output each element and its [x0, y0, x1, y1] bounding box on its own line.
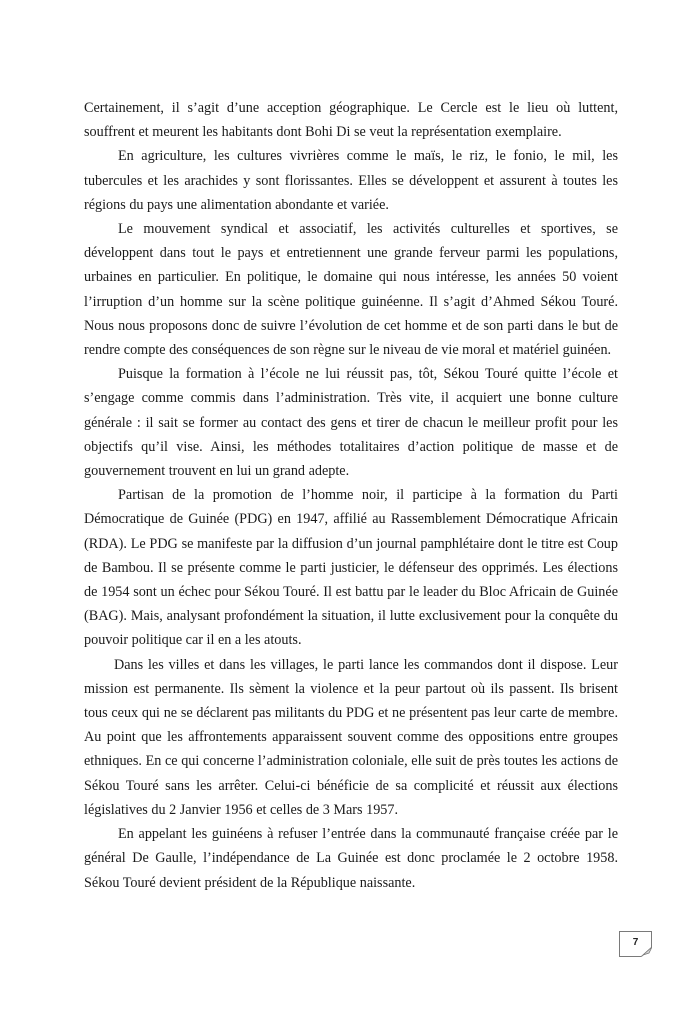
page-number-box: [619, 931, 652, 957]
document-body: [84, 96, 618, 895]
page-number: 7: [632, 937, 639, 948]
page-curl-icon: [640, 947, 652, 957]
paragraph-cercle: Certainement, il s’agit d’une acception géographique. Le Cercle est le lieu où luttent, souffrent et meurent les habitants dont Bohi Di se veut la représentation exemplaire.: [84, 100, 618, 141]
paragraph-agriculture: En agriculture, les cultures vivrières comme le maïs, le riz, le fonio, le mil, les tubercules et les arachides y sont florissantes. Elles se développent et assurent à toutes les régions du pays une alimentation abondante et variée.: [84, 148, 618, 213]
paragraph-pdg: Partisan de la promotion de l’homme noir, il participe à la formation du Parti Démocratique de Guinée (PDG) en 1947, affilié au Rassemblement Démocratique Africain (RDA). Le PDG se manifeste par la diffusion d’un journal pamphlétaire dont le titre est Coup de Bambou. Il se présente comme le parti justicier, le défenseur des opprimés. Les élections de 1954 sont un échec pour Sékou Touré. Il est battu par le leader du Bloc Africain de Guinée (BAG). Mais, analysant profondément la situation, il lutte exclusivement pour la conquête du pouvoir politique car il en a les atouts.: [84, 487, 618, 649]
paragraph-formation-ecole: Puisque la formation à l’école ne lui réussit pas, tôt, Sékou Touré quitte l’école et s’engage comme commis dans l’administration. Très vite, il acquiert une bonne culture générale : il sait se former au contact des gens et tirer de chacun le meilleur profit pour les objectifs qu’il vise. Ainsi, les méthodes totalitaires d’action politique de masse et de gouvernement trouvent en lui un grand adepte.: [84, 366, 618, 480]
paragraph-commandos: Dans les villes et dans les villages, le parti lance les commandos dont il dispose. Leur mission est permanente. Ils sèment la violence et la peur partout où ils passent. Ils brisent tous ceux qui ne se déclarent pas militants du PDG et ne présentent pas leur carte de membre. Au point que les affrontements apparaissent souvent comme des oppositions entre groupes ethniques. En ce qui concerne l’administration coloniale, elle suit de près toutes les actions de Sékou Touré sans les arrêter. Celui-ci bénéficie de sa complicité et réussit aux élections législatives du 2 Janvier 1956 et celles de 3 Mars 1957.: [84, 656, 618, 818]
paragraph-mouvement-syndical: Le mouvement syndical et associatif, les activités culturelles et sportives, se développent dans tout le pays et entretiennent une grande ferveur parmi les populations, urbaines en particulier. En politique, le domaine qui nous intéresse, les années 50 voient l’irruption d’un homme sur la scène politique guinéenne. Il s’agit d’Ahmed Sékou Touré. Nous nous proposons donc de suivre l’évolution de cet homme et de son parti dans le but de rendre compte des conséquences de son règne sur le niveau de vie moral et matériel guinéen.: [84, 221, 618, 359]
paragraph-independance: En appelant les guinéens à refuser l’entrée dans la communauté française créée par le général De Gaulle, l’indépendance de La Guinée est donc proclamée le 2 octobre 1958. Sékou Touré devient président de la République naissante.: [84, 826, 618, 891]
